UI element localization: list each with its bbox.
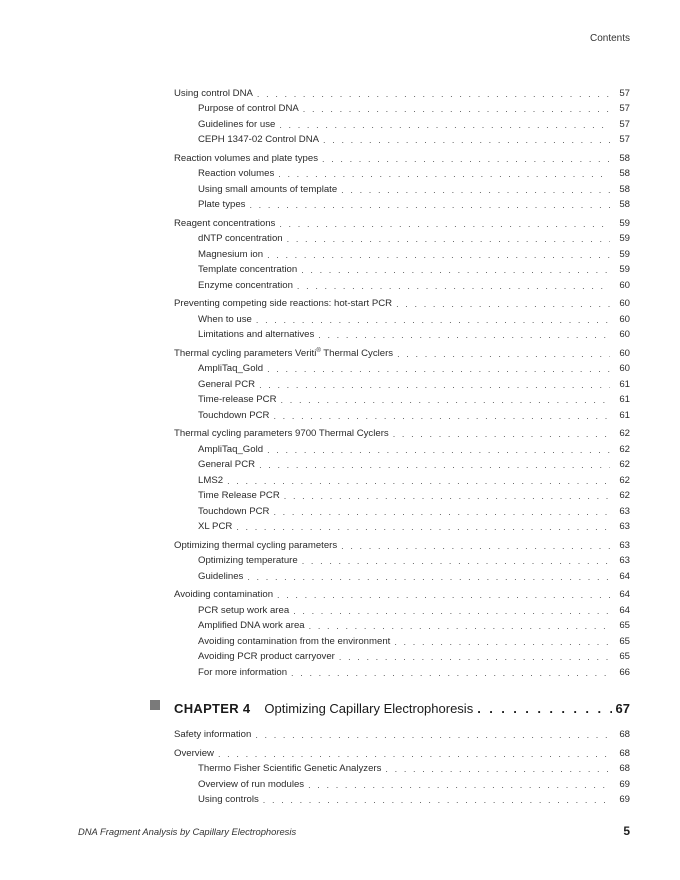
toc-subentry[interactable] [174, 180, 630, 196]
dot-leader [318, 329, 610, 341]
dot-leader [303, 103, 610, 115]
entry-title [198, 794, 263, 806]
entry-title-text: AmpliTaq_Gold [198, 363, 264, 374]
entry-page-number: 60 [619, 313, 630, 325]
entry-title [174, 88, 257, 100]
toc-subentry[interactable] [174, 456, 630, 472]
toc-group [174, 344, 630, 422]
dot-leader [309, 620, 610, 632]
toc-group [174, 295, 630, 342]
entry-title [198, 314, 256, 326]
toc-subentry[interactable] [174, 567, 630, 583]
entry-page-number: 65 [619, 635, 630, 647]
dot-leader [227, 475, 610, 487]
entry-page-number: 57 [619, 103, 630, 114]
entry-title-text: Guidelines [198, 570, 244, 582]
toc-subentry[interactable] [174, 440, 630, 456]
entry-title [198, 459, 259, 471]
dot-leader [302, 555, 610, 567]
entry-title-text: Avoiding contamination [174, 589, 274, 600]
toc-group [174, 84, 630, 146]
entry-title [198, 363, 267, 375]
entry-title [198, 779, 308, 791]
entry-page-number: 68 [619, 729, 630, 740]
toc-group [174, 536, 630, 583]
dot-leader [322, 153, 610, 165]
entry-title-text: Touchdown PCR [198, 505, 270, 517]
entry-title-text: Magnesium ion [198, 248, 264, 260]
entry-page-number: 61 [619, 409, 630, 421]
entry-page-number: 62 [619, 474, 630, 486]
entry-title [198, 168, 278, 180]
entry-title-text: Time Release PCR [198, 490, 280, 501]
entry-title [198, 249, 267, 261]
dot-leader [236, 521, 610, 533]
dot-leader [281, 394, 610, 406]
entry-page-number: 64 [619, 589, 630, 600]
dot-leader [267, 363, 610, 375]
entry-page-number: 58 [619, 152, 630, 164]
entry-title [198, 651, 339, 663]
entry-title [198, 264, 301, 276]
dot-leader [263, 794, 610, 806]
dot-leader [267, 444, 610, 456]
toc-subentry[interactable] [174, 326, 630, 342]
entry-page-number: 59 [619, 264, 630, 275]
entry-title [198, 620, 309, 632]
entry-title [174, 589, 277, 601]
entry-title [174, 218, 279, 230]
entry-title [198, 410, 273, 422]
entry-title-text: Safety information [174, 729, 252, 740]
toc-entry[interactable] [174, 84, 630, 100]
entry-page-number: 62 [619, 428, 630, 439]
entry-page-number: 60 [619, 298, 630, 309]
entry-title [198, 636, 394, 648]
toc-section-chapter-3 [174, 84, 630, 679]
entry-page-number: 62 [619, 443, 630, 455]
entry-page-number: 63 [619, 505, 630, 517]
toc-subentry[interactable] [174, 617, 630, 633]
dot-leader [278, 168, 610, 180]
entry-title [174, 298, 396, 310]
dot-leader [291, 667, 610, 679]
entry-page-number: 60 [619, 279, 630, 291]
entry-page-number: 68 [619, 763, 630, 774]
entry-title-text: Overview [174, 747, 214, 759]
toc-subentry[interactable] [174, 552, 630, 568]
entry-title-text: Enzyme concentration [198, 279, 293, 291]
toc-subentry[interactable] [174, 276, 630, 292]
dot-leader [247, 571, 610, 583]
entry-page-number: 58 [619, 168, 630, 179]
dot-leader [249, 199, 610, 211]
entry-page-number: 57 [619, 134, 630, 145]
toc-subentry[interactable] [174, 131, 630, 147]
entry-page-number: 59 [619, 248, 630, 260]
toc-subentry[interactable] [174, 471, 630, 487]
chapter-number: CHAPTER 4 [174, 700, 251, 716]
toc-subentry[interactable] [174, 632, 630, 648]
dot-leader [273, 410, 610, 422]
entry-title [198, 444, 267, 456]
toc-entry[interactable] [174, 744, 630, 760]
entry-title [198, 506, 273, 518]
toc-section-chapter-4 [174, 726, 630, 807]
entry-title [174, 428, 393, 440]
entry-title-text: Time-release PCR [198, 394, 277, 405]
entry-title-text: When to use [198, 313, 252, 325]
entry-title-text: Guidelines for use [198, 118, 276, 130]
toc-subentry[interactable] [174, 663, 630, 679]
entry-title [198, 329, 318, 341]
entry-title [198, 605, 293, 617]
entry-title [198, 184, 341, 196]
chapter-title: Optimizing Capillary Electrophoresis [264, 700, 474, 716]
dot-leader [267, 249, 610, 261]
entry-title [198, 119, 279, 131]
entry-title-text: For more information [198, 666, 288, 678]
entry-title [198, 394, 281, 406]
dot-leader [308, 779, 610, 791]
entry-title [198, 667, 291, 679]
toc-group [174, 726, 630, 742]
entry-title-text: Avoiding PCR product carryover [198, 651, 335, 662]
toc-subentry[interactable] [174, 115, 630, 131]
dot-leader [385, 763, 610, 775]
entry-title [198, 571, 247, 583]
dot-leader [297, 280, 610, 292]
toc-group [174, 425, 630, 534]
entry-page-number: 63 [619, 521, 630, 532]
dot-leader [397, 348, 610, 360]
running-header: Contents [589, 33, 630, 44]
toc-entry[interactable] [174, 149, 630, 165]
toc-subentry[interactable] [174, 601, 630, 617]
entry-title [198, 233, 287, 245]
entry-title-text: Using controls [198, 794, 259, 805]
toc-subentry[interactable] [174, 375, 630, 391]
entry-page-number: 64 [619, 604, 630, 616]
entry-title-text: XL PCR [198, 521, 233, 532]
registered-mark: ® [316, 347, 321, 354]
entry-page-number: 57 [619, 87, 630, 99]
entry-page-number: 62 [619, 459, 630, 470]
dot-leader [255, 729, 610, 741]
entry-title-text: Thermal cycling parameters 9700 Thermal Cyclers [174, 428, 389, 439]
entry-title-text: Touchdown PCR [198, 409, 270, 421]
dot-leader [341, 184, 610, 196]
entry-title [174, 348, 397, 360]
toc-entry[interactable] [174, 586, 630, 602]
entry-page-number: 64 [619, 570, 630, 582]
square-bullet-icon [150, 700, 160, 710]
toc-subentry[interactable] [174, 760, 630, 776]
footer-document-title: DNA Fragment Analysis by Capillary Electrophoresis [78, 826, 297, 837]
dot-leader [256, 314, 610, 326]
dot-leader [284, 490, 610, 502]
dot-leader [301, 264, 610, 276]
toc-subentry[interactable] [174, 648, 630, 664]
entry-title-text: Reagent concentrations [174, 217, 276, 229]
entry-title [174, 729, 255, 741]
entry-title-text: Limitations and alternatives [198, 329, 315, 340]
entry-page-number: 63 [619, 539, 630, 551]
entry-page-number: 61 [619, 394, 630, 405]
toc-subentry[interactable] [174, 261, 630, 277]
entry-title-text: Using small amounts of template [198, 183, 338, 195]
toc-subentry[interactable] [174, 360, 630, 376]
dot-leader [273, 506, 610, 518]
entry-title-text: Optimizing thermal cycling parameters [174, 539, 338, 551]
entry-title-text: Thermal cycling parameters Veriti [174, 347, 317, 359]
entry-title [198, 475, 227, 487]
entry-page-number: 63 [619, 555, 630, 566]
table-of-contents [174, 84, 630, 809]
toc-subentry[interactable] [174, 391, 630, 407]
dot-leader [394, 636, 610, 648]
entry-page-number: 57 [619, 118, 630, 130]
entry-title-text: PCR setup work area [198, 604, 290, 616]
entry-page-number: 60 [619, 329, 630, 340]
entry-title-text: Reaction volumes [198, 168, 275, 179]
entry-title [198, 521, 236, 533]
entry-title-text: Avoiding contamination from the environment [198, 635, 391, 647]
entry-title-text: Plate types [198, 199, 246, 210]
entry-title-text: Preventing competing side reactions: hot-start PCR [174, 298, 393, 309]
toc-subentry[interactable] [174, 100, 630, 116]
entry-title-text: Thermo Fisher Scientific Genetic Analyzers [198, 763, 382, 774]
dot-leader [259, 379, 610, 391]
toc-entry[interactable] [174, 536, 630, 552]
toc-entry[interactable] [174, 425, 630, 441]
entry-page-number: 60 [619, 363, 630, 374]
dot-leader [477, 701, 611, 716]
entry-page-number: 59 [619, 217, 630, 229]
entry-page-number: 68 [619, 747, 630, 759]
dot-leader [396, 298, 610, 310]
entry-page-number: 58 [619, 183, 630, 195]
entry-title-text: Purpose of control DNA [198, 103, 299, 114]
toc-subentry[interactable] [174, 230, 630, 246]
toc-subentry[interactable] [174, 196, 630, 212]
entry-page-number: 62 [619, 490, 630, 501]
toc-subentry[interactable] [174, 165, 630, 181]
dot-leader [323, 134, 610, 146]
entry-title [198, 555, 302, 567]
entry-title-text: Optimizing temperature [198, 555, 298, 566]
toc-chapter-heading[interactable] [174, 696, 630, 716]
toc-entry[interactable] [174, 295, 630, 311]
entry-page-number: 61 [619, 378, 630, 390]
toc-entry[interactable] [174, 344, 630, 360]
entry-title-text: Template concentration [198, 264, 298, 275]
entry-title [174, 748, 218, 760]
entry-page-number: 66 [619, 666, 630, 678]
entry-page-number: 65 [619, 651, 630, 662]
entry-title [198, 490, 284, 502]
entry-title-text: Overview of run modules [198, 778, 305, 790]
entry-title [198, 280, 297, 292]
chapter-page: 67 [615, 700, 630, 716]
entry-title-text: CEPH 1347-02 Control DNA [198, 134, 320, 145]
toc-group [174, 214, 630, 292]
dot-leader [339, 651, 610, 663]
dot-leader [393, 428, 610, 440]
entry-page-number: 69 [619, 778, 630, 790]
entry-title-text: dNTP concentration [198, 233, 283, 244]
dot-leader [287, 233, 610, 245]
toc-group [174, 586, 630, 679]
footer-page-number: 5 [623, 824, 630, 838]
toc-subentry[interactable] [174, 310, 630, 326]
entry-title [174, 153, 322, 165]
entry-title-text: General PCR [198, 459, 256, 470]
dot-leader [279, 218, 610, 230]
entry-title [174, 540, 341, 552]
entry-title-text: General PCR [198, 378, 256, 390]
dot-leader [218, 748, 610, 760]
entry-page-number: 60 [619, 347, 630, 359]
toc-subentry[interactable] [174, 791, 630, 807]
entry-page-number: 69 [619, 794, 630, 805]
toc-subentry[interactable] [174, 775, 630, 791]
entry-title-text: AmpliTaq_Gold [198, 443, 264, 455]
dot-leader [257, 88, 610, 100]
dot-leader [293, 605, 610, 617]
dot-leader [279, 119, 610, 131]
entry-title-text: LMS2 [198, 474, 224, 486]
dot-leader [259, 459, 610, 471]
entry-title-text: Amplified DNA work area [198, 620, 305, 631]
entry-page-number: 59 [619, 233, 630, 244]
entry-title [198, 763, 385, 775]
entry-title [198, 199, 249, 211]
dot-leader [277, 589, 610, 601]
entry-title-text: Reaction volumes and plate types [174, 152, 318, 164]
toc-subentry[interactable] [174, 245, 630, 261]
entry-title [198, 134, 323, 146]
toc-subentry[interactable] [174, 518, 630, 534]
entry-title-suffix: Thermal Cyclers [320, 347, 394, 359]
toc-subentry[interactable] [174, 502, 630, 518]
entry-page-number: 58 [619, 199, 630, 210]
entry-title [198, 103, 303, 115]
toc-subentry[interactable] [174, 406, 630, 422]
toc-entry[interactable] [174, 726, 630, 742]
toc-entry[interactable] [174, 214, 630, 230]
entry-title [198, 379, 259, 391]
toc-group [174, 744, 630, 806]
toc-subentry[interactable] [174, 487, 630, 503]
toc-group [174, 149, 630, 211]
entry-title-text: Using control DNA [174, 87, 253, 99]
dot-leader [341, 540, 610, 552]
entry-page-number: 65 [619, 620, 630, 631]
